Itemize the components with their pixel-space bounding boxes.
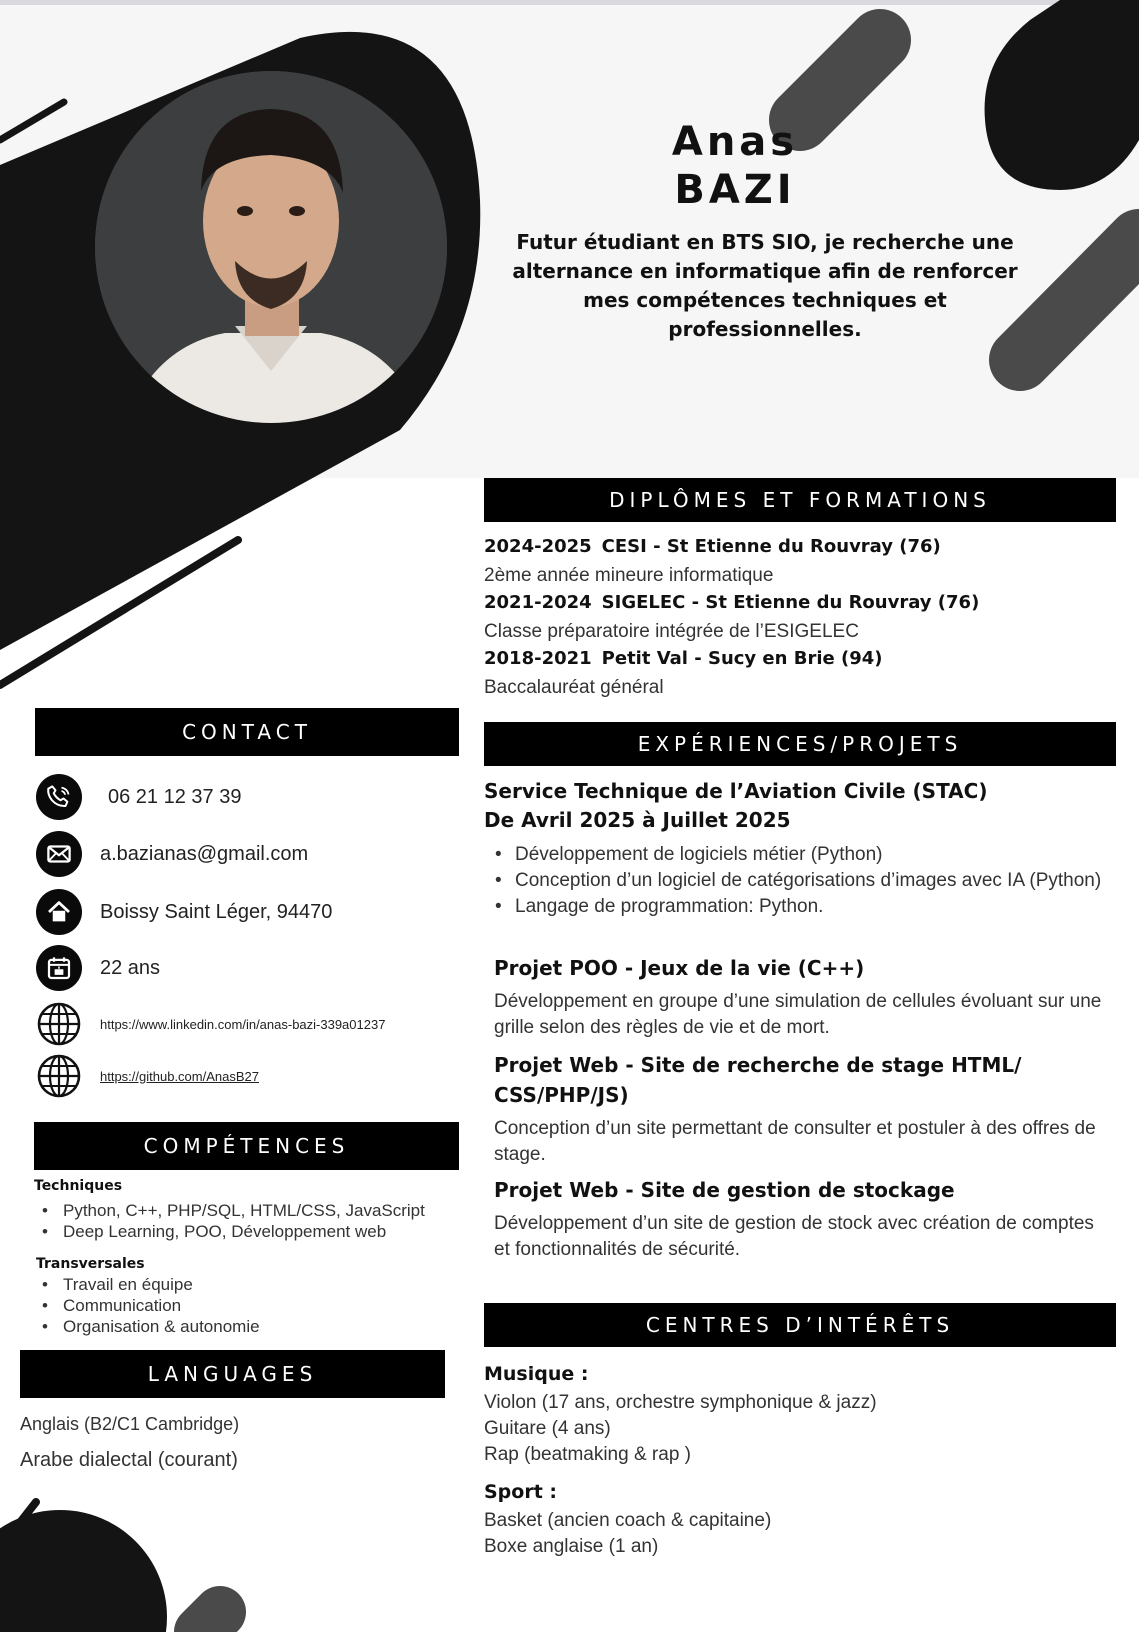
project-description: Conception d’un site permettant de consulter et postuler à des offres de stage. bbox=[494, 1118, 1096, 1165]
portrait-illustration bbox=[95, 71, 447, 423]
email-address[interactable]: a.bazianas@gmail.com bbox=[100, 842, 309, 865]
linkedin-link[interactable]: https://www.linkedin.com/in/anas-bazi-339a01237 bbox=[100, 1016, 386, 1032]
languages-heading: LANGUAGES bbox=[20, 1350, 445, 1398]
sport-label: Sport : bbox=[484, 1481, 558, 1503]
job-title: Service Technique de l’Aviation Civile (STAC) bbox=[484, 779, 988, 803]
thin-stripe-top bbox=[0, 102, 64, 140]
contact-github bbox=[36, 1053, 259, 1099]
interest-item: Boxe anglaise (1 an) bbox=[484, 1536, 659, 1557]
contact-phone bbox=[36, 774, 241, 820]
education-item bbox=[484, 648, 882, 670]
job-dates: De Avril 2025 à Juillet 2025 bbox=[484, 808, 791, 832]
globe-icon bbox=[36, 1001, 82, 1047]
address: Boissy Saint Léger, 94470 bbox=[100, 900, 333, 923]
education-item bbox=[484, 536, 941, 558]
technical-skills-list bbox=[40, 1200, 425, 1242]
project-title: Projet Web - Site de recherche de stage HTML/ CSS/PHP/JS) bbox=[494, 1053, 1022, 1107]
education-years: 2021-2024 bbox=[484, 592, 592, 613]
tagline: Futur étudiant en BTS SIO, je recherche une alternance en informatique afin de renforcer mes compétences techniques et professionnelles. bbox=[512, 230, 1018, 341]
list-item: • Conception d’un logiciel de catégorisations d’images avec IA (Python) bbox=[492, 868, 1112, 894]
list-item: • Deep Learning, POO, Développement web bbox=[40, 1221, 425, 1242]
education-years: 2018-2021 bbox=[484, 648, 592, 669]
project-description: Développement en groupe d’une simulation de cellules évoluant sur une grille selon des règles de vie et de mort. bbox=[494, 991, 1102, 1038]
music-label: Musique : bbox=[484, 1363, 589, 1385]
grey-pill-top bbox=[800, 40, 880, 120]
contact-heading: CONTACT bbox=[35, 708, 459, 756]
list-item: • Communication bbox=[40, 1295, 260, 1316]
education-detail: Classe préparatoire intégrée de l’ESIGELEC bbox=[484, 621, 859, 642]
soft-skills-list bbox=[40, 1274, 260, 1337]
candidate-name bbox=[600, 118, 870, 214]
education-heading: DIPLÔMES ET FORMATIONS bbox=[484, 478, 1116, 522]
calendar-icon bbox=[36, 945, 82, 991]
education-detail: Baccalauréat général bbox=[484, 677, 664, 698]
list-item: • Développement de logiciels métier (Python) bbox=[492, 842, 1112, 868]
phone-number[interactable]: 06 21 12 37 39 bbox=[108, 785, 242, 808]
soft-skills-label: Transversales bbox=[36, 1256, 145, 1272]
experience-heading: EXPÉRIENCES/PROJETS bbox=[484, 722, 1116, 766]
grey-pill-right bbox=[1020, 240, 1139, 360]
home-icon bbox=[36, 889, 82, 935]
education-years: 2024-2025 bbox=[484, 536, 592, 557]
last-name: BAZI bbox=[674, 167, 796, 213]
language-item: Anglais (B2/C1 Cambridge) bbox=[20, 1414, 240, 1434]
globe-icon bbox=[36, 1053, 82, 1099]
contact-age bbox=[36, 945, 160, 991]
first-name: Anas bbox=[671, 119, 799, 165]
technical-skills-label: Techniques bbox=[34, 1178, 123, 1194]
interest-item: Basket (ancien coach & capitaine) bbox=[484, 1510, 772, 1531]
age: 22 ans bbox=[100, 956, 161, 979]
mail-icon bbox=[36, 831, 82, 877]
education-item bbox=[484, 592, 979, 614]
list-item: • Travail en équipe bbox=[40, 1274, 260, 1295]
grey-pill-bottom bbox=[200, 1612, 220, 1632]
phone-icon bbox=[36, 774, 82, 820]
project-title: Projet POO - Jeux de la vie (C++) bbox=[494, 956, 865, 980]
job-bullets bbox=[492, 842, 1112, 920]
language-item: Arabe dialectal (courant) bbox=[20, 1449, 238, 1471]
contact-email bbox=[36, 831, 308, 877]
interest-item: Rap (beatmaking & rap ) bbox=[484, 1444, 691, 1465]
profile-photo bbox=[95, 71, 447, 423]
list-item: • Organisation & autonomie bbox=[40, 1316, 260, 1337]
black-circle-bottom-left bbox=[0, 1510, 167, 1632]
black-blob-top-right bbox=[985, 0, 1139, 190]
project-title: Projet Web - Site de gestion de stockage bbox=[494, 1178, 955, 1202]
contact-address bbox=[36, 889, 332, 935]
github-link[interactable]: https://github.com/AnasB27 bbox=[100, 1068, 259, 1084]
interest-item: Guitare (4 ans) bbox=[484, 1418, 611, 1439]
interest-item: Violon (17 ans, orchestre symphonique & jazz) bbox=[484, 1392, 877, 1413]
education-school: SIGELEC - St Etienne du Rouvray (76) bbox=[601, 592, 980, 613]
contact-linkedin bbox=[36, 1001, 385, 1047]
project-description: Développement d’un site de gestion de stock avec création de comptes et fonctionnalités de sécurité. bbox=[494, 1213, 1094, 1260]
education-school: Petit Val - Sucy en Brie (94) bbox=[601, 648, 883, 669]
list-item: • Python, C++, PHP/SQL, HTML/CSS, JavaScript bbox=[40, 1200, 425, 1221]
list-item: • Langage de programmation: Python. bbox=[492, 894, 1112, 920]
education-detail: 2ème année mineure informatique bbox=[484, 565, 774, 586]
skills-heading: COMPÉTENCES bbox=[34, 1122, 459, 1170]
education-school: CESI - St Etienne du Rouvray (76) bbox=[601, 536, 941, 557]
interests-heading: CENTRES D’INTÉRÊTS bbox=[484, 1303, 1116, 1347]
